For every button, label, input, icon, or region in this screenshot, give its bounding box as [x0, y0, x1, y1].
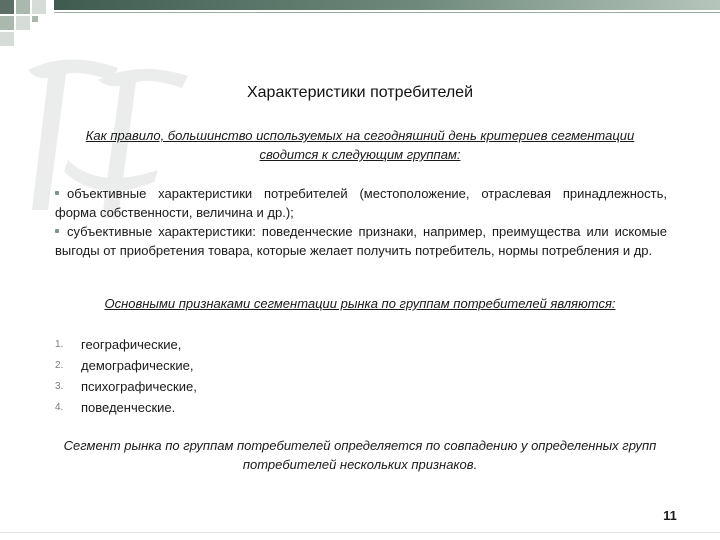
conclusion-text: Сегмент рынка по группам потребителей определяется по совпадению у определенных групп потребителей нескольких признаков.	[63, 438, 657, 472]
bullet-text: объективные характеристики потребителей (местоположение, отраслевая принадлежность, форма собственности, величина и др.);	[55, 186, 667, 220]
header-square-7	[32, 16, 38, 22]
footer-divider	[0, 532, 720, 533]
list-number: 3.	[55, 381, 64, 392]
list-item	[55, 334, 455, 355]
numbered-list	[55, 334, 455, 418]
header-square-5	[16, 16, 30, 30]
list-item	[55, 376, 455, 397]
header-bar	[54, 0, 720, 10]
header-square-4	[0, 16, 14, 30]
list-number: 1.	[55, 339, 64, 350]
subheading: Основными признаками сегментации рынка по группам потребителей являются:	[104, 296, 616, 311]
list-item	[55, 397, 455, 418]
square-bullet-icon	[55, 229, 59, 233]
header-square-2	[16, 0, 30, 14]
list-text: демографические,	[81, 358, 194, 373]
slide-title: Характеристики потребителей	[246, 84, 474, 101]
list-number: 2.	[55, 360, 64, 371]
bullet-item	[55, 184, 667, 222]
page-number: 11	[663, 508, 677, 523]
list-text: поведенческие.	[81, 400, 176, 415]
criteria-bullet-list	[55, 184, 667, 260]
list-item	[55, 355, 455, 376]
square-bullet-icon	[55, 191, 59, 195]
bullet-item	[55, 222, 667, 260]
header-square-1	[0, 0, 14, 14]
list-number: 4.	[55, 402, 64, 413]
header-divider	[54, 12, 720, 13]
list-text: географические,	[81, 337, 182, 352]
header-square-3	[32, 0, 46, 14]
list-text: психографические,	[81, 379, 197, 394]
bullet-text: субъективные характеристики: поведенческие признаки, например, преимущества или искомые выгоды от приобретения товара, которые желает получить потребитель, нормы потребления и др.	[55, 224, 667, 258]
intro-text: Как правило, большинство используемых на сегодняшний день критериев сегментации сводится к следующим группам:	[85, 128, 635, 162]
